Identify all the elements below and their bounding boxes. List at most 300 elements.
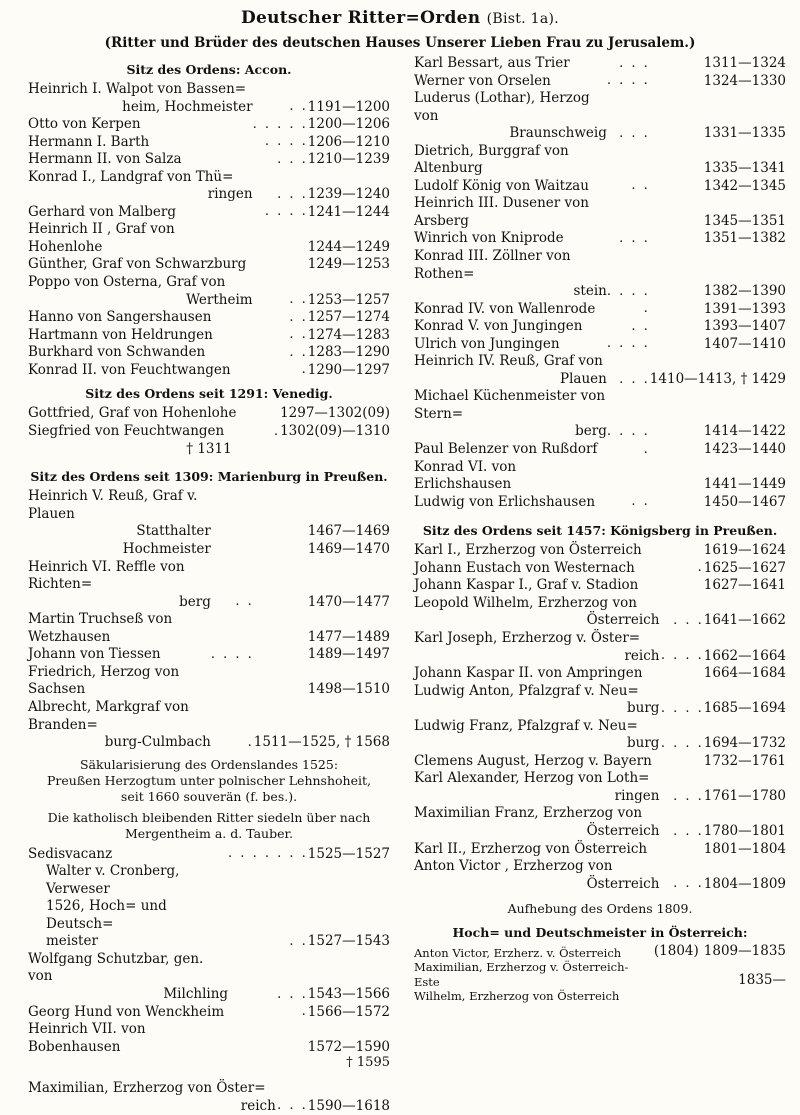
entry-years (650, 90, 786, 125)
entry-name: Ulrich von Jungingen (414, 335, 560, 352)
entry-years: 1414—1422 (703, 423, 786, 440)
entry-name: Ludwig Franz, Pfalzgraf v. Neu= (414, 717, 638, 734)
entry-dots (659, 683, 703, 701)
table-row (28, 1080, 390, 1098)
table-row (28, 81, 390, 99)
entry-dots (659, 718, 703, 736)
entry-name: Hanno von Sangershausen (28, 309, 212, 326)
entry-dots (211, 523, 254, 541)
table-row (28, 863, 390, 898)
entry-name: Johann Kaspar I., Graf v. Stadion (414, 577, 639, 594)
entry-name: Maximilian, Erzherzog v. Österreich-Este (414, 960, 629, 989)
table-row (414, 989, 786, 1003)
table-row (28, 541, 390, 559)
table-row (414, 55, 786, 73)
entry-dots: . . (631, 318, 650, 334)
entry-years: 1804—1809 (703, 875, 786, 892)
table-row (414, 283, 786, 301)
entry-dots (228, 898, 308, 933)
entry-dots (211, 611, 254, 646)
entry-years: 1450—1467 (703, 493, 786, 510)
entry-name-cont: stein (573, 283, 607, 300)
entry-years: 1191—1200 (307, 98, 390, 115)
entry-years: 1835— (738, 972, 786, 989)
entry-years: 1619—1624 (703, 542, 786, 559)
table-row (28, 221, 390, 256)
entry-dots: . . . . (660, 735, 704, 751)
entry-role-hochmeister: Hochmeister (122, 541, 211, 558)
entry-years: 1257—1274 (307, 309, 390, 326)
entry-name: Anton Victor , Erzherzog von (414, 858, 613, 875)
table-row (414, 336, 786, 354)
entries-table-maximilian (28, 1080, 390, 1115)
secularization-line2: Preußen Herzogtum unter polnischer Lehnshoheit, (47, 772, 371, 788)
entry-years: 1274—1283 (307, 326, 390, 343)
entry-years (704, 770, 786, 788)
entry-name-cont: Österreich (586, 612, 660, 629)
entry-name-cont: meister (46, 933, 98, 950)
section-heading-marienburg: Sitz des Ordens seit 1309: Marienburg in Preußen. (30, 469, 388, 485)
section-heading-venedig: Sitz des Ordens seit 1291: Venedig. (85, 386, 333, 402)
table-row (28, 204, 390, 222)
entry-dots: . . . . (606, 424, 650, 440)
entry-dots: . . . . (660, 648, 704, 664)
entry-years (650, 388, 786, 423)
entry-dots (253, 256, 308, 274)
entry-dots (607, 195, 650, 230)
entry-dots: . . . . (606, 283, 650, 299)
entry-name: Albrecht, Markgraf von Branden= (28, 698, 189, 733)
entry-years (308, 81, 390, 99)
table-row (28, 951, 390, 986)
entry-years: 1391—1393 (703, 300, 786, 317)
table-row (414, 960, 786, 989)
entry-name-cont: Wertheim (186, 291, 253, 308)
table-row (414, 353, 786, 371)
entry-years: 1489—1497 (307, 646, 390, 663)
entry-years (704, 718, 786, 736)
entry-name: Hermann II. von Salza (28, 151, 182, 168)
entries-table-venedig (28, 405, 390, 440)
entry-name: Heinrich II , Graf von Hohenlohe (28, 221, 175, 255)
entry-name-cont: ringen (207, 186, 253, 203)
entry-role-statthalter: Statthalter (136, 523, 211, 540)
table-row (414, 371, 786, 389)
table-row (414, 90, 786, 125)
entry-years: 1801—1804 (703, 840, 786, 857)
entry-name: Heinrich I. Walpot von Bassen= (28, 81, 247, 97)
mergentheim-note (28, 810, 390, 842)
entry-name: Otto von Kerpen (28, 116, 141, 133)
entry-dots: . . . (673, 613, 704, 629)
table-row (28, 99, 390, 117)
entry-dots: . . (631, 494, 650, 510)
table-row (414, 943, 786, 960)
entry-years: 1244—1249 (307, 238, 390, 255)
table-row (28, 846, 390, 864)
entry-years: 1302(09)—1310 (280, 422, 390, 439)
table-row (414, 683, 786, 701)
entry-name: Wilhelm, Erzherzog von Österreich (414, 989, 620, 1004)
entry-dots: . . (631, 178, 650, 194)
table-row (414, 665, 786, 683)
entry-dots: . . . (619, 371, 650, 387)
entry-name: Karl Joseph, Erzherzog v. Öster= (414, 629, 641, 646)
table-row (414, 301, 786, 319)
entry-years (308, 863, 390, 898)
entry-years: 1345—1351 (703, 212, 786, 229)
entry-dots: . . . . . (252, 116, 308, 132)
entry-dots (607, 248, 650, 283)
entry-name: Burkhard von Schwanden (28, 344, 206, 361)
page-title (0, 8, 800, 28)
mergentheim-line2: Mergentheim a. d. Tauber. (124, 825, 294, 841)
entry-name: Konrad V. von Jungingen (414, 318, 583, 335)
entry-years (704, 858, 786, 876)
entry-dots (607, 459, 650, 494)
entry-years (254, 559, 390, 594)
entry-name-cont: 1526, Hoch= und Deutsch= (46, 898, 167, 932)
entry-years: 1469—1470 (307, 541, 390, 558)
table-row (414, 459, 786, 494)
entry-years: 1498—1510 (307, 681, 390, 698)
entry-years (308, 898, 390, 933)
entry-name-cont: reich (240, 1097, 276, 1114)
entry-years: 1590—1618 (307, 1097, 390, 1114)
table-row (414, 630, 786, 648)
entry-dots: . . (289, 327, 308, 343)
entry-years: 1393—1407 (703, 318, 786, 335)
entry-name: Konrad I., Landgraf von Thü= (28, 168, 234, 185)
table-row (28, 134, 390, 152)
entry-dots: . (643, 301, 650, 317)
entry-dots: . . (289, 344, 308, 360)
entry-name: Maximilian Franz, Erzherzog von (414, 805, 643, 822)
entry-dots (607, 388, 650, 423)
entry-dots: . . . (619, 231, 650, 247)
table-row (28, 1021, 390, 1056)
title-text: Deutscher Ritter=Orden (240, 8, 481, 28)
entry-years: 1249—1253 (307, 256, 390, 273)
entry-name: Wolfgang Schutzbar, gen. von (28, 950, 204, 985)
entry-years: 1664—1684 (703, 665, 786, 682)
entries-table-right-top (414, 55, 786, 511)
entry-name: Heinrich III. Dusener von Arsberg (414, 195, 589, 229)
entry-name: Anton Victor, Erzherz. v. Österreich (414, 945, 622, 960)
entry-years: 1239—1240 (307, 186, 390, 203)
entry-name: Hartmann von Heldrungen (28, 326, 213, 343)
entry-years: 1241—1244 (307, 203, 390, 220)
table-row (414, 876, 786, 894)
entry-dots: . (643, 441, 650, 457)
entry-name: Sedisvacanz (28, 845, 113, 862)
entry-name: Siegfried von Feuchtwangen (28, 422, 225, 439)
table-row (28, 611, 390, 646)
entry-name: Gottfried, Graf von Hohenlohe (28, 405, 237, 422)
entry-years: 1477—1489 (307, 628, 390, 645)
entry-dots: . . . (277, 986, 308, 1002)
entry-dots (607, 90, 650, 125)
entry-dots: . . . (619, 55, 650, 71)
entry-years: 1572—1590 (307, 1038, 390, 1055)
entry-name-cont: berg (575, 423, 607, 440)
table-row (414, 788, 786, 806)
table-row (414, 318, 786, 336)
entry-name: Karl Bessart, aus Trier (414, 55, 570, 71)
entry-dots (228, 863, 308, 898)
death-note-1595: † 1595 (346, 1055, 390, 1071)
entry-name: Friedrich, Herzog von Sachsen (28, 663, 180, 698)
table-row (28, 423, 390, 441)
table-row (414, 542, 786, 560)
death-note-1311: † 1311 (186, 441, 232, 458)
entry-dots (211, 488, 254, 523)
entry-years (308, 1080, 390, 1098)
entry-years: 1543—1566 (307, 985, 390, 1002)
entry-dots: . . (235, 594, 254, 610)
entry-dots (659, 753, 703, 771)
entry-years: 1335—1341 (703, 160, 786, 177)
table-row (28, 169, 390, 187)
entry-name: Maximilian, Erzherzog von Öster= (28, 1080, 266, 1097)
entry-dots: . . . . (210, 646, 254, 662)
entry-name: Paul Belenzer von Rußdorf (414, 441, 598, 458)
entry-dots: . . (289, 99, 308, 115)
entry-name: Gerhard von Malberg (28, 203, 177, 220)
secularization-note (28, 757, 390, 805)
entry-dots: . . (289, 933, 308, 949)
entry-years: 1210—1239 (307, 151, 390, 168)
page-subtitle: (Ritter und Brüder des deutschen Hauses Unserer Lieben Frau zu Jerusalem.) (104, 35, 696, 51)
entry-years (699, 989, 786, 1003)
entry-years: 1351—1382 (703, 230, 786, 247)
entry-name-cont: reich (624, 647, 660, 664)
table-row (28, 933, 390, 951)
entry-dots (211, 664, 254, 699)
entry-name: Johann Eustach von Westernach (414, 559, 635, 576)
entry-years (650, 353, 786, 371)
entry-dots (211, 699, 254, 734)
entry-years: 1625—1627 (703, 559, 786, 576)
entry-name: Ludwig Anton, Pfalzgraf v. Neu= (414, 682, 639, 699)
entry-dots: . . . . (606, 73, 650, 89)
entry-dots (253, 274, 308, 292)
entry-dots (659, 858, 703, 876)
entry-name: Heinrich V. Reuß, Graf v. Plauen (28, 488, 198, 522)
entry-dots: . (247, 734, 254, 750)
table-row (414, 841, 786, 859)
table-row (28, 344, 390, 362)
table-row (414, 700, 786, 718)
entry-name: Ludwig von Erlichshausen (414, 493, 596, 510)
entry-name: Konrad VI. von Erlichshausen (414, 458, 517, 493)
table-row (414, 577, 786, 595)
entry-dots (276, 1080, 308, 1098)
table-row (28, 151, 390, 169)
entry-dots: . . . . . . . (228, 846, 308, 862)
entry-name-cont: burg-Culmbach (104, 734, 211, 751)
entry-years: 1780—1801 (703, 822, 786, 839)
entry-dots: . (301, 1004, 308, 1020)
entry-name-cont: burg (627, 735, 660, 752)
entries-table-mergentheim (28, 846, 390, 1057)
entry-years (308, 169, 390, 187)
entry-dots (659, 841, 703, 859)
table-row (414, 388, 786, 423)
entry-years: 1441—1449 (703, 476, 786, 493)
entry-name: Michael Küchenmeister von Stern= (414, 388, 606, 422)
table-row (414, 805, 786, 823)
entry-name: Dietrich, Burggraf von Altenburg (414, 142, 569, 177)
entry-years (254, 488, 390, 523)
entry-years: 1311—1324 (703, 55, 786, 71)
table-row (28, 309, 390, 327)
table-row (414, 560, 786, 578)
table-row (28, 1004, 390, 1022)
table-row (414, 494, 786, 512)
table-row (28, 292, 390, 310)
table-row (28, 405, 390, 423)
entries-table-marienburg (28, 488, 390, 751)
table-row (28, 362, 390, 380)
section-heading-koenigsberg: Sitz des Ordens seit 1457: Königsberg in Preußen. (422, 523, 778, 539)
table-row (414, 753, 786, 771)
table-row (28, 523, 390, 541)
entry-years: 1761—1780 (703, 787, 786, 804)
entry-name-cont: Braunschweig (509, 125, 607, 142)
entry-dots (607, 143, 650, 178)
entry-years: 1809—1835 (703, 943, 786, 960)
entry-dots (211, 559, 254, 594)
table-row (414, 248, 786, 283)
entry-name-cont: heim, Hochmeister (122, 98, 253, 115)
entry-years: 1694—1732 (703, 735, 786, 752)
entry-dots: . . . . (264, 204, 308, 220)
table-row (414, 858, 786, 876)
table-row (28, 594, 390, 612)
entry-years: 1290—1297 (307, 361, 390, 378)
table-row (28, 664, 390, 699)
entry-name: Konrad III. Zöllner von Rothen= (414, 248, 571, 282)
entry-dots: . . (289, 309, 308, 325)
table-row (28, 327, 390, 345)
entry-dots: . . . (277, 1098, 308, 1114)
entry-years (254, 699, 390, 734)
table-row (28, 488, 390, 523)
entry-years: 1423—1440 (703, 441, 786, 458)
entry-name-cont: Österreich (586, 822, 660, 839)
two-column-body (0, 55, 800, 1115)
entry-name: Walter v. Cronberg, Verweser (46, 863, 180, 897)
entry-name: Karl Alexander, Herzog von Loth= (414, 770, 650, 787)
entry-name-cont: Plauen (560, 370, 607, 387)
table-row (28, 559, 390, 594)
entry-dots (659, 665, 703, 683)
entries-table-austria (414, 943, 786, 1003)
table-row (28, 256, 390, 274)
table-row (414, 423, 786, 441)
entry-dots: . (697, 560, 704, 576)
entry-dots (659, 805, 703, 823)
table-row (414, 770, 786, 788)
entry-dots: . (301, 362, 308, 378)
entry-name: Werner von Orselen (414, 72, 551, 89)
entry-dots (253, 169, 308, 187)
entry-dots (253, 221, 308, 256)
entry-dots: . (273, 423, 281, 439)
entry-years (704, 805, 786, 823)
entry-name: Hermann I. Barth (28, 133, 150, 150)
entry-years (308, 951, 390, 986)
table-row (414, 595, 786, 613)
entry-dots (253, 81, 308, 99)
entry-name: Clemens August, Herzog v. Bayern (414, 752, 652, 769)
entry-dots (228, 1021, 308, 1056)
left-column (6, 55, 400, 1115)
table-row (414, 73, 786, 91)
table-row (414, 441, 786, 459)
entry-dots: . . . . (660, 700, 704, 716)
entry-extra: (1804) (653, 943, 699, 960)
document-page (0, 8, 800, 1114)
entry-years (650, 248, 786, 283)
right-column (400, 55, 794, 1115)
entry-dots: . . . (673, 788, 704, 804)
entry-name-cont: Österreich (586, 875, 660, 892)
tail-heading-austria: Hoch= und Deutschmeister in Österreich: (452, 925, 748, 941)
entry-years: 1641—1662 (703, 612, 786, 629)
entry-dots: . . . (673, 823, 704, 839)
entry-years: 1511—1525, † 1568 (253, 734, 390, 751)
entry-extra (649, 989, 699, 1003)
entry-years: 1527—1543 (307, 933, 390, 950)
table-row (28, 1098, 390, 1115)
entry-dots (228, 951, 308, 986)
table-row (414, 230, 786, 248)
entry-dots (659, 595, 703, 613)
entry-extra (649, 960, 699, 989)
entry-name: Johann Kaspar II. von Ampringen (414, 665, 643, 682)
table-row (414, 143, 786, 178)
entry-name: Heinrich IV. Reuß, Graf von (414, 353, 603, 370)
entry-name: Winrich von Kniprode (414, 230, 564, 247)
table-row (28, 986, 390, 1004)
table-row (28, 274, 390, 292)
entry-dots: . . . . (606, 336, 650, 352)
entry-dots (659, 542, 703, 560)
entry-years: 1331—1335 (703, 125, 786, 142)
entry-years: 1662—1664 (703, 647, 786, 664)
secularization-line3: seit 1660 souverän (f. bes.). (120, 788, 298, 804)
table-row (28, 898, 390, 933)
entry-name: Konrad IV. von Wallenrode (414, 300, 596, 317)
abolition-note: Aufhebung des Ordens 1809. (507, 901, 693, 917)
table-row (414, 195, 786, 230)
secularization-line1: Säkularisierung des Ordenslandes 1525: (79, 756, 339, 772)
entry-years: 1297—1302(09) (280, 405, 390, 422)
table-row (414, 125, 786, 143)
entry-years (704, 683, 786, 701)
entry-years: 1627—1641 (703, 577, 786, 594)
entry-name: Johann von Tiessen (28, 646, 161, 663)
entry-name: Heinrich VI. Reffle von Richten= (28, 558, 185, 593)
table-row (414, 735, 786, 753)
entry-years: 1206—1210 (307, 133, 390, 150)
entry-dots: . . . (619, 125, 650, 141)
entry-name-cont: Milchling (163, 985, 229, 1002)
entry-dots (659, 630, 703, 648)
table-row (414, 648, 786, 666)
